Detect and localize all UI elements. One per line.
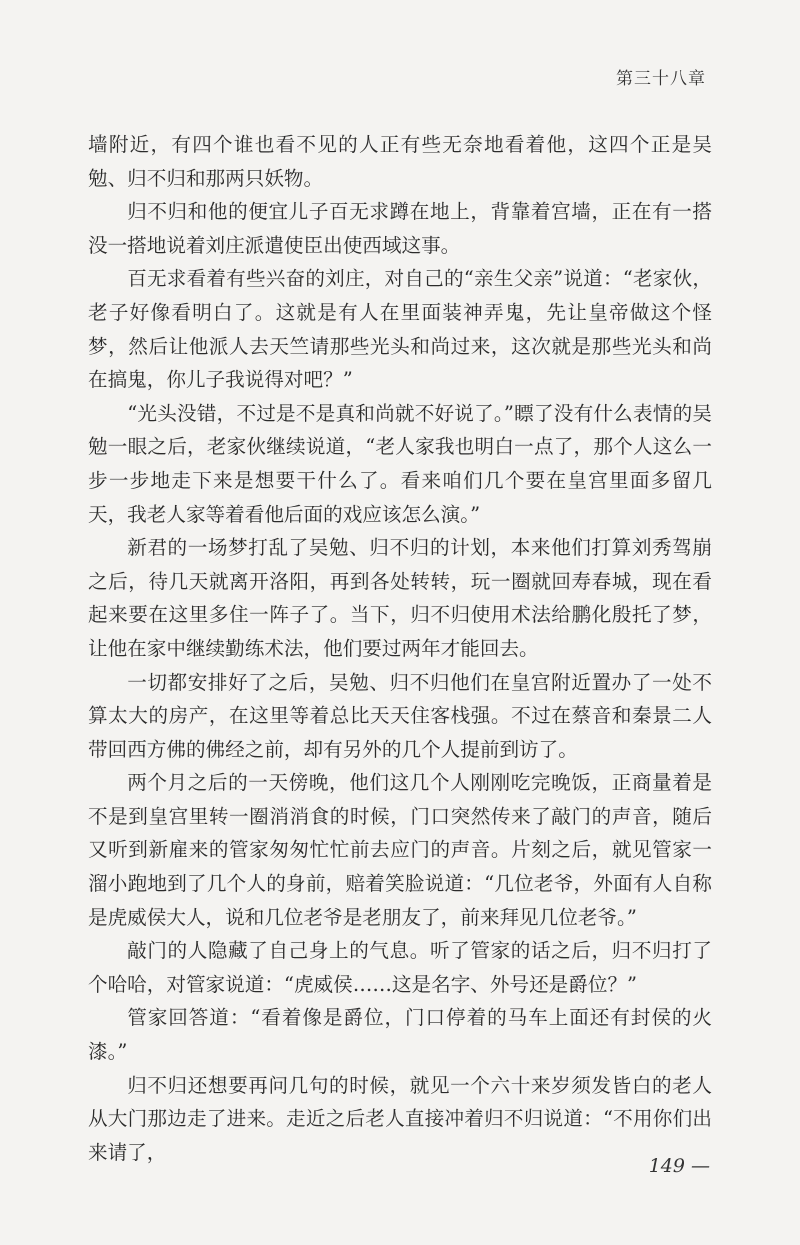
paragraph: 一切都安排好了之后，吴勉、归不归他们在皇宫附近置办了一处不算太大的房产，在这里等着总比天天住客栈强。不过在蔡音和秦景二人带回西方佛的佛经之前，却有另外的几个人提前到访了。 bbox=[88, 670, 712, 761]
paragraph: 归不归和他的便宜儿子百无求蹲在地上，背靠着宫墙，正在有一搭没一搭地说着刘庄派遣使臣出使西域这事。 bbox=[88, 200, 712, 257]
paragraph: “光头没错，不过是不是真和尚就不好说了。”瞟了没有什么表情的吴勉一眼之后，老家伙继续说道，“老人家我也明白一点了，那个人这么一步一步地走下来是想要干什么了。看来咱们几个要在皇宫里面多留几天，我老人家等着看他后面的戏应该怎么演。” bbox=[88, 401, 712, 526]
paragraph: 百无求看着有些兴奋的刘庄，对自己的“亲生父亲”说道：“老家伙，老子好像看明白了。这就是有人在里面装神弄鬼，先让皇帝做这个怪梦，然后让他派人去天竺请那些光头和尚过来，这次就是那些光头和尚在搞鬼，你儿子我说得对吧？” bbox=[88, 267, 712, 392]
paragraph: 管家回答道：“看着像是爵位，门口停着的马车上面还有封侯的火漆。” bbox=[88, 1006, 712, 1064]
body-text bbox=[88, 128, 712, 1169]
paragraph: 归不归还想要再问几句的时候，就见一个六十来岁须发皆白的老人从大门那边走了进来。走近之后老人直接冲着归不归说道：“不用你们出来请了， bbox=[88, 1073, 712, 1164]
paragraph: 敲门的人隐藏了自己身上的气息。听了管家的话之后，归不归打了个哈哈，对管家说道：“虎威侯……这是名字、外号还是爵位？” bbox=[88, 939, 712, 996]
paragraph: 两个月之后的一天傍晚，他们这几个人刚刚吃完晚饭，正商量着是不是到皇宫里转一圈消消食的时候，门口突然传来了敲门的声音，随后又听到新雇来的管家匆匆忙忙前去应门的声音。片刻之后，就见管家一溜小跑地到了几个人的身前，赔着笑脸说道：“几位老爷，外面有人自称是虎威侯大人，说和几位老爷是老朋友了，前来拜见几位老爷。” bbox=[88, 771, 712, 929]
paragraph: 墙附近，有四个谁也看不见的人正有些无奈地看着他，这四个正是吴勉、归不归和那两只妖物。 bbox=[88, 133, 712, 190]
paragraph: 新君的一场梦打乱了吴勉、归不归的计划，本来他们打算刘秀驾崩之后，待几天就离开洛阳，再到各处转转，玩一圈就回寿春城，现在看起来要在这里多住一阵子了。当下，归不归使用术法给鹏化殷托了梦，让他在家中继续勤练术法，他们要过两年才能回去。 bbox=[88, 536, 712, 660]
chapter-header: 第三十八章 bbox=[616, 69, 706, 89]
page-number: 149 — bbox=[648, 1155, 710, 1177]
